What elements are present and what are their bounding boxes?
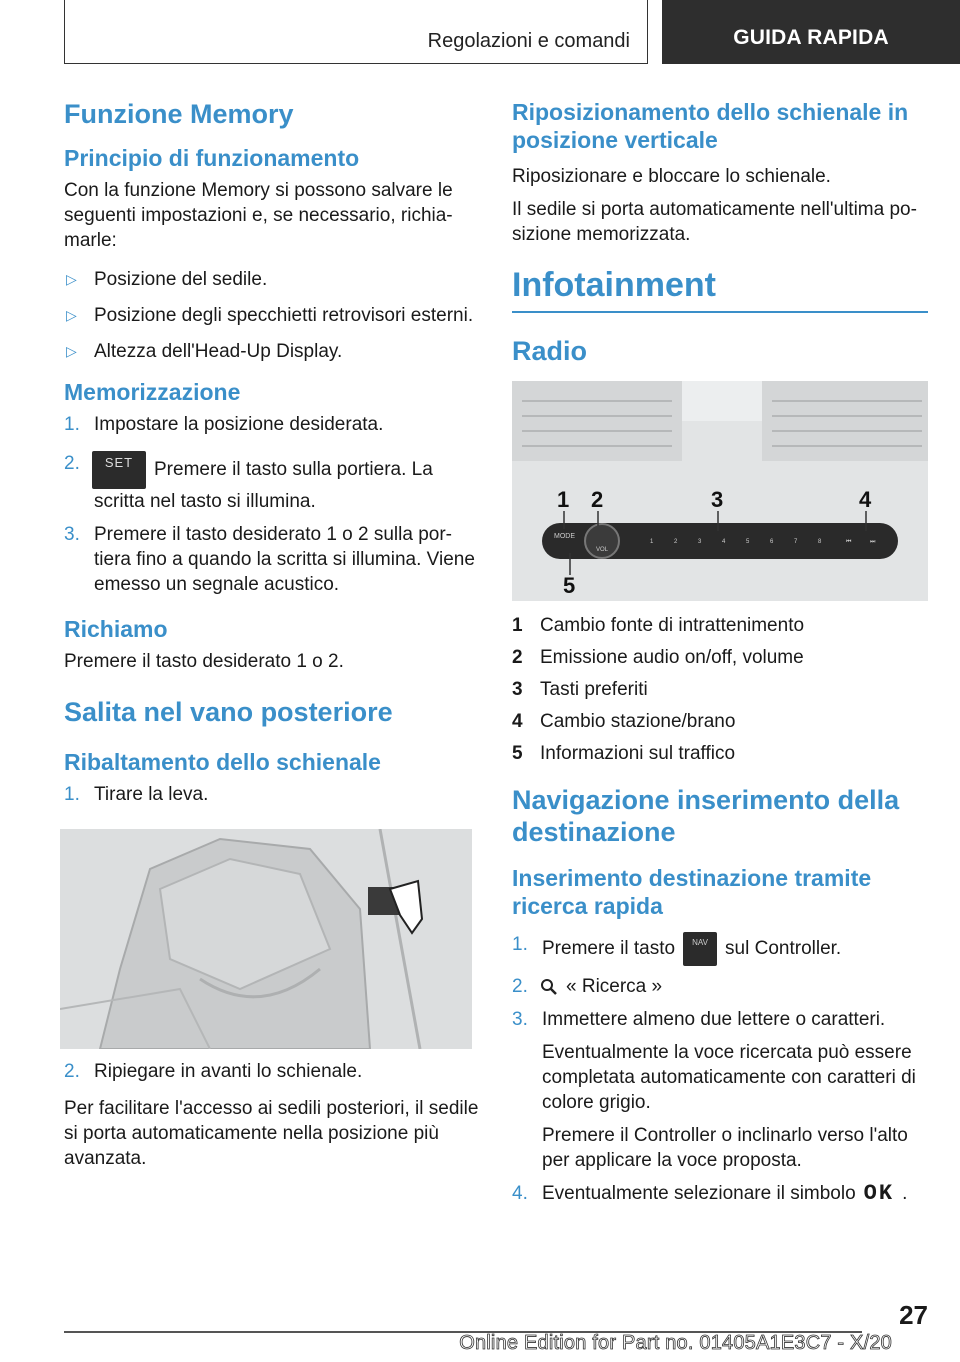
list-item: ▷ Posizione del sedile.	[66, 269, 268, 290]
seat-lever-figure	[60, 829, 472, 1049]
nav-title: Navigazione inserimento della destinazione	[512, 785, 900, 847]
list-item: ▷ Posizione degli specchietti retrovisori esterni.	[66, 305, 474, 326]
nav-steps	[512, 932, 928, 1206]
quick-search-title: Inserimento destinazione tramite ricerca rapida	[512, 865, 872, 919]
set-button-icon: SET	[92, 451, 146, 489]
reposition-title: Riposizionamento dello schienale in posizione verticale	[512, 99, 909, 153]
radio-button-label: 4	[722, 539, 726, 545]
seat-illustration	[60, 829, 472, 1049]
reposition-text-2: Il sedile si porta automaticamente nell'ultima po-sizione memorizzata.	[512, 199, 917, 245]
radio-button-label: VOL	[596, 547, 609, 553]
step-note: Premere il Controller o inclinarlo verso l'alto per applicare la voce proposta.	[542, 1125, 908, 1171]
principle-text: Con la funzione Memory si possono salvare le seguenti impostazioni e, se necessario, richia-marle:	[64, 180, 453, 251]
radio-button-label: ⏭	[870, 539, 876, 545]
radio-figure	[512, 381, 928, 601]
legend-row: 2 Emissione audio on/off, volume	[512, 647, 804, 668]
list-item: 4. Eventualmente selezionare il simbolo OK .	[512, 1181, 908, 1206]
radio-button-label: 5	[746, 539, 750, 545]
recall-title: Richiamo	[64, 616, 168, 642]
right-column	[512, 98, 928, 1218]
radio-button-label: 1	[650, 539, 654, 545]
list-item: 1. Impostare la posizione desiderata.	[64, 414, 384, 435]
header-tab: GUIDA RAPIDA	[662, 0, 960, 64]
list-item: 3. Premere il tasto desiderato 1 o 2 sulla por-tiera fino a quando la scritta si illumina. Viene emesso un segnale acustico.	[64, 524, 475, 595]
store-title: Memorizzazione	[64, 379, 241, 405]
recall-text: Premere il tasto desiderato 1 o 2.	[64, 651, 344, 672]
fold-text: Per facilitare l'accesso ai sedili posteriori, il sedile si porta automaticamente nella posizione più avanzata.	[64, 1098, 479, 1169]
list-item: ▷ Altezza dell'Head-Up Display.	[66, 341, 343, 362]
triangle-bullet-icon: ▷	[66, 343, 77, 359]
rear-access-title: Salita nel vano posteriore	[64, 697, 393, 727]
step-note: Eventualmente la voce ricercata può essere completata automaticamente con caratteri di colore grigio.	[542, 1042, 916, 1113]
radio-illustration	[512, 381, 928, 601]
list-item: 2. SET Premere il tasto sulla portiera. La scritta nel tasto si illumina.	[64, 453, 433, 512]
radio-button-label: 6	[770, 539, 774, 545]
radio-button-label: 8	[818, 539, 822, 545]
nav-button-icon: NAV	[683, 932, 717, 966]
page-number: 27	[899, 1300, 928, 1330]
fold-title: Ribaltamento dello schienale	[64, 749, 381, 775]
callout-5: 5	[563, 573, 576, 598]
radio-button-label: 7	[794, 539, 798, 545]
list-item: 1. Tirare la leva.	[64, 784, 209, 805]
legend-row: 1 Cambio fonte di intrattenimento	[512, 615, 805, 636]
legend-row: 3 Tasti preferiti	[512, 679, 648, 700]
list-item: 2. « Ricerca »	[512, 976, 663, 997]
principle-title: Principio di funzionamento	[64, 145, 360, 171]
header-section-title: Regolazioni e comandi	[427, 30, 630, 52]
radio-title: Radio	[512, 336, 588, 366]
list-item: 2. Ripiegare in avanti lo schienale.	[64, 1061, 363, 1082]
triangle-bullet-icon: ▷	[66, 307, 77, 323]
list-item: 3. Immettere almeno due lettere o caratteri. Eventualmente la voce ricercata può essere completata automaticamente con caratteri di colore grigio. Premere il Controller o inclinarlo verso l'alto per applicare la voce proposta.	[512, 1007, 928, 1173]
radio-button-label: MODE	[554, 533, 575, 540]
infotainment-title: Infotainment	[512, 265, 928, 313]
fold-steps-continued	[64, 1059, 479, 1084]
footer-edition: Online Edition for Part no. 01405A1E3C7 - X/20	[459, 1332, 892, 1354]
radio-button-label: 3	[698, 539, 702, 545]
legend-row: 5 Informazioni sul traffico	[512, 743, 736, 764]
triangle-bullet-icon: ▷	[66, 271, 77, 287]
reposition-text-1: Riposizionare e bloccare lo schienale.	[512, 166, 831, 187]
list-item: 1. Premere il tasto NAV sul Controller.	[512, 932, 928, 966]
legend-row: 4 Cambio stazione/brano	[512, 711, 736, 732]
radio-button-label: ⏮	[846, 539, 852, 545]
ok-symbol-icon: OK	[863, 1181, 895, 1206]
memory-bullet-list	[64, 267, 479, 364]
radio-button-label: 2	[674, 539, 678, 545]
fold-steps	[64, 782, 479, 807]
memory-title: Funzione Memory	[64, 99, 294, 129]
radio-legend	[512, 613, 928, 766]
left-column	[64, 98, 479, 1179]
callout-4: 4	[859, 487, 872, 512]
magnifier-icon	[540, 978, 558, 996]
callout-2: 2	[591, 487, 604, 512]
callout-1: 1	[557, 487, 570, 512]
callout-3: 3	[711, 487, 724, 512]
store-steps	[64, 412, 479, 597]
